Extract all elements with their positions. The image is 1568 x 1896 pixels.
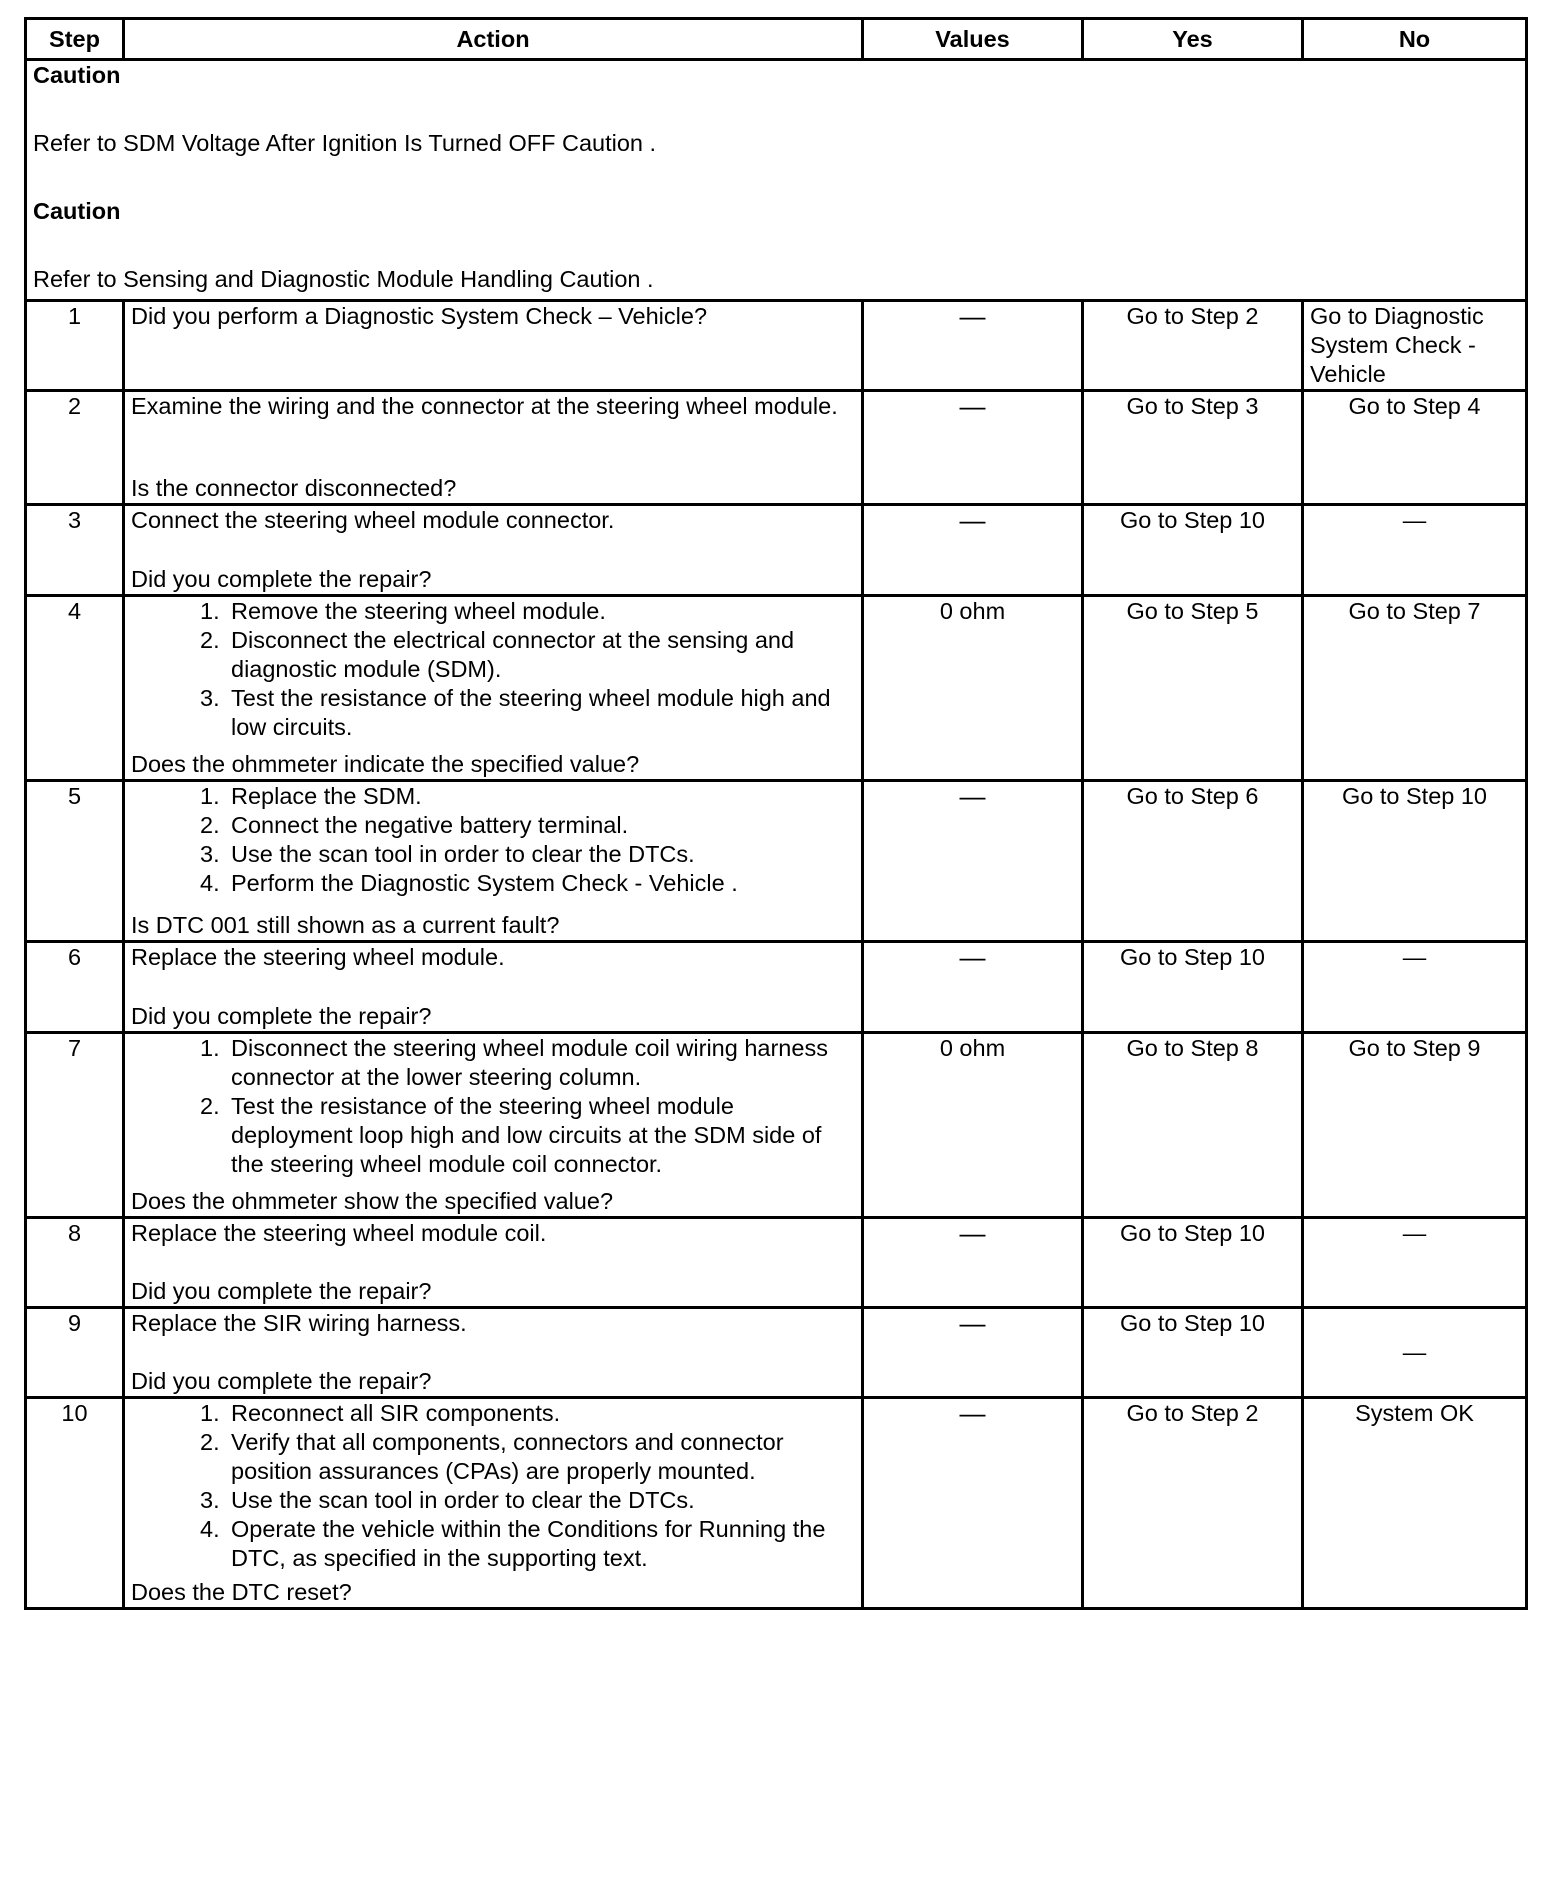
step-number: 4 xyxy=(26,596,124,781)
action-instruction: Examine the wiring and the connector at the steering wheel module. xyxy=(131,393,838,419)
action-steps-list xyxy=(131,782,855,898)
table-row xyxy=(26,1308,1527,1398)
action-step-item xyxy=(131,1034,855,1092)
step-number: 1 xyxy=(26,301,124,391)
caution-row xyxy=(26,60,1527,301)
header-action: Action xyxy=(124,19,863,60)
action-step-text: Connect the negative battery terminal. xyxy=(231,812,629,838)
step-number: 5 xyxy=(26,781,124,942)
yes-result: Go to Step 10 xyxy=(1083,1218,1303,1308)
action-step-text: Test the resistance of the steering wheel module deployment loop high and low circuits at the SDM side of the steering wheel module coil connector. xyxy=(231,1093,822,1177)
action-step-item xyxy=(131,1399,855,1428)
action-question: Did you complete the repair? xyxy=(131,566,432,592)
value-cell: 0 ohm xyxy=(863,1033,1083,1218)
table-row xyxy=(26,391,1527,505)
header-step: Step xyxy=(26,19,124,60)
action-step-text: Replace the SDM. xyxy=(231,783,422,809)
action-cell xyxy=(124,1033,863,1218)
header-row xyxy=(26,19,1527,60)
step-number: 7 xyxy=(26,1033,124,1218)
value-cell: — xyxy=(863,391,1083,505)
table-row xyxy=(26,1398,1527,1609)
action-step-text: Remove the steering wheel module. xyxy=(231,598,606,624)
step-number: 6 xyxy=(26,942,124,1033)
value-cell: — xyxy=(863,1218,1083,1308)
action-step-number: 2. xyxy=(200,1093,220,1119)
caution-text: Refer to SDM Voltage After Ignition Is Turned OFF Caution . xyxy=(33,130,657,156)
table-row xyxy=(26,505,1527,596)
action-instruction: Connect the steering wheel module connector. xyxy=(131,507,615,533)
action-question: Did you complete the repair? xyxy=(131,1368,432,1394)
action-step-number: 2. xyxy=(200,1429,220,1455)
value-cell: — xyxy=(863,1308,1083,1398)
action-step-text: Disconnect the steering wheel module coil wiring harness connector at the lower steering column. xyxy=(231,1035,828,1090)
no-result: — xyxy=(1303,505,1527,596)
yes-result: Go to Step 10 xyxy=(1083,942,1303,1033)
action-steps-list xyxy=(131,1034,855,1179)
no-result: Go to Step 4 xyxy=(1303,391,1527,505)
no-result: Go to Step 7 xyxy=(1303,596,1527,781)
action-step-number: 3. xyxy=(200,841,220,867)
action-step-item xyxy=(131,1486,855,1515)
action-step-text: Test the resistance of the steering wheel module high and low circuits. xyxy=(231,685,831,740)
action-step-number: 4. xyxy=(200,1516,220,1542)
action-question: Did you complete the repair? xyxy=(131,1278,432,1304)
action-step-number: 1. xyxy=(200,783,220,809)
action-question: Does the ohmmeter show the specified value? xyxy=(131,1188,614,1214)
action-step-number: 2. xyxy=(200,627,220,653)
yes-result: Go to Step 10 xyxy=(1083,1308,1303,1398)
step-number: 8 xyxy=(26,1218,124,1308)
no-result: System OK xyxy=(1303,1398,1527,1609)
caution-cell xyxy=(26,60,1527,301)
yes-result: Go to Step 5 xyxy=(1083,596,1303,781)
yes-result: Go to Step 2 xyxy=(1083,1398,1303,1609)
action-instruction: Replace the steering wheel module coil. xyxy=(131,1220,547,1246)
action-step-text: Use the scan tool in order to clear the DTCs. xyxy=(231,841,695,867)
value-cell: — xyxy=(863,1398,1083,1609)
action-step-text: Disconnect the electrical connector at the sensing and diagnostic module (SDM). xyxy=(231,627,795,682)
action-instruction: Did you perform a Diagnostic System Check – Vehicle? xyxy=(131,303,708,329)
no-result: — xyxy=(1303,1218,1527,1308)
action-question: Does the DTC reset? xyxy=(131,1579,352,1605)
header-no: No xyxy=(1303,19,1527,60)
action-cell xyxy=(124,596,863,781)
action-step-item xyxy=(131,597,855,626)
yes-result: Go to Step 3 xyxy=(1083,391,1303,505)
action-question: Did you complete the repair? xyxy=(131,1003,432,1029)
header-yes: Yes xyxy=(1083,19,1303,60)
action-cell xyxy=(124,1398,863,1609)
step-number: 10 xyxy=(26,1398,124,1609)
action-cell xyxy=(124,391,863,505)
table-row xyxy=(26,1033,1527,1218)
action-step-item xyxy=(131,684,855,742)
value-cell: — xyxy=(863,505,1083,596)
action-step-item xyxy=(131,782,855,811)
action-cell xyxy=(124,301,863,391)
action-step-item xyxy=(131,811,855,840)
action-step-item xyxy=(131,840,855,869)
no-result: — xyxy=(1303,1308,1527,1398)
table-row xyxy=(26,1218,1527,1308)
no-result: Go to Step 9 xyxy=(1303,1033,1527,1218)
action-question: Is the connector disconnected? xyxy=(131,475,457,501)
action-instruction: Replace the steering wheel module. xyxy=(131,944,505,970)
action-cell xyxy=(124,781,863,942)
action-cell xyxy=(124,505,863,596)
header-values: Values xyxy=(863,19,1083,60)
action-step-item xyxy=(131,1515,855,1573)
step-number: 9 xyxy=(26,1308,124,1398)
action-step-text: Reconnect all SIR components. xyxy=(231,1400,561,1426)
yes-result: Go to Step 10 xyxy=(1083,505,1303,596)
action-step-number: 2. xyxy=(200,812,220,838)
action-cell xyxy=(124,942,863,1033)
no-result: — xyxy=(1303,942,1527,1033)
action-cell xyxy=(124,1218,863,1308)
action-step-item xyxy=(131,869,855,898)
table-row xyxy=(26,596,1527,781)
action-steps-list xyxy=(131,1399,855,1573)
action-step-text: Operate the vehicle within the Conditions for Running the DTC, as specified in the supporting text. xyxy=(231,1516,826,1571)
action-step-text: Verify that all components, connectors and connector position assurances (CPAs) are properly mounted. xyxy=(231,1429,784,1484)
action-step-number: 3. xyxy=(200,685,220,711)
table-row xyxy=(26,301,1527,391)
action-step-number: 1. xyxy=(200,1035,220,1061)
yes-result: Go to Step 2 xyxy=(1083,301,1303,391)
action-cell xyxy=(124,1308,863,1398)
yes-result: Go to Step 8 xyxy=(1083,1033,1303,1218)
value-cell: — xyxy=(863,301,1083,391)
diagnostic-table xyxy=(24,17,1528,1610)
value-cell: 0 ohm xyxy=(863,596,1083,781)
action-question: Does the ohmmeter indicate the specified value? xyxy=(131,751,640,777)
no-result: Go to Step 10 xyxy=(1303,781,1527,942)
action-step-text: Perform the Diagnostic System Check - Vehicle . xyxy=(231,870,738,896)
value-cell: — xyxy=(863,781,1083,942)
caution-title: Caution xyxy=(33,62,121,88)
no-result: Go to Diagnostic System Check - Vehicle xyxy=(1303,301,1527,391)
caution-text: Refer to Sensing and Diagnostic Module Handling Caution . xyxy=(33,266,654,292)
action-step-text: Use the scan tool in order to clear the DTCs. xyxy=(231,1487,695,1513)
action-instruction: Replace the SIR wiring harness. xyxy=(131,1310,467,1336)
action-step-item xyxy=(131,1428,855,1486)
table-row xyxy=(26,942,1527,1033)
yes-result: Go to Step 6 xyxy=(1083,781,1303,942)
table-row xyxy=(26,781,1527,942)
action-step-number: 4. xyxy=(200,870,220,896)
action-step-number: 1. xyxy=(200,598,220,624)
step-number: 2 xyxy=(26,391,124,505)
action-step-item xyxy=(131,1092,855,1179)
action-question: Is DTC 001 still shown as a current fault? xyxy=(131,912,560,938)
caution-title: Caution xyxy=(33,198,121,224)
action-step-item xyxy=(131,626,855,684)
value-cell: — xyxy=(863,942,1083,1033)
step-number: 3 xyxy=(26,505,124,596)
action-step-number: 3. xyxy=(200,1487,220,1513)
action-step-number: 1. xyxy=(200,1400,220,1426)
action-steps-list xyxy=(131,597,855,742)
